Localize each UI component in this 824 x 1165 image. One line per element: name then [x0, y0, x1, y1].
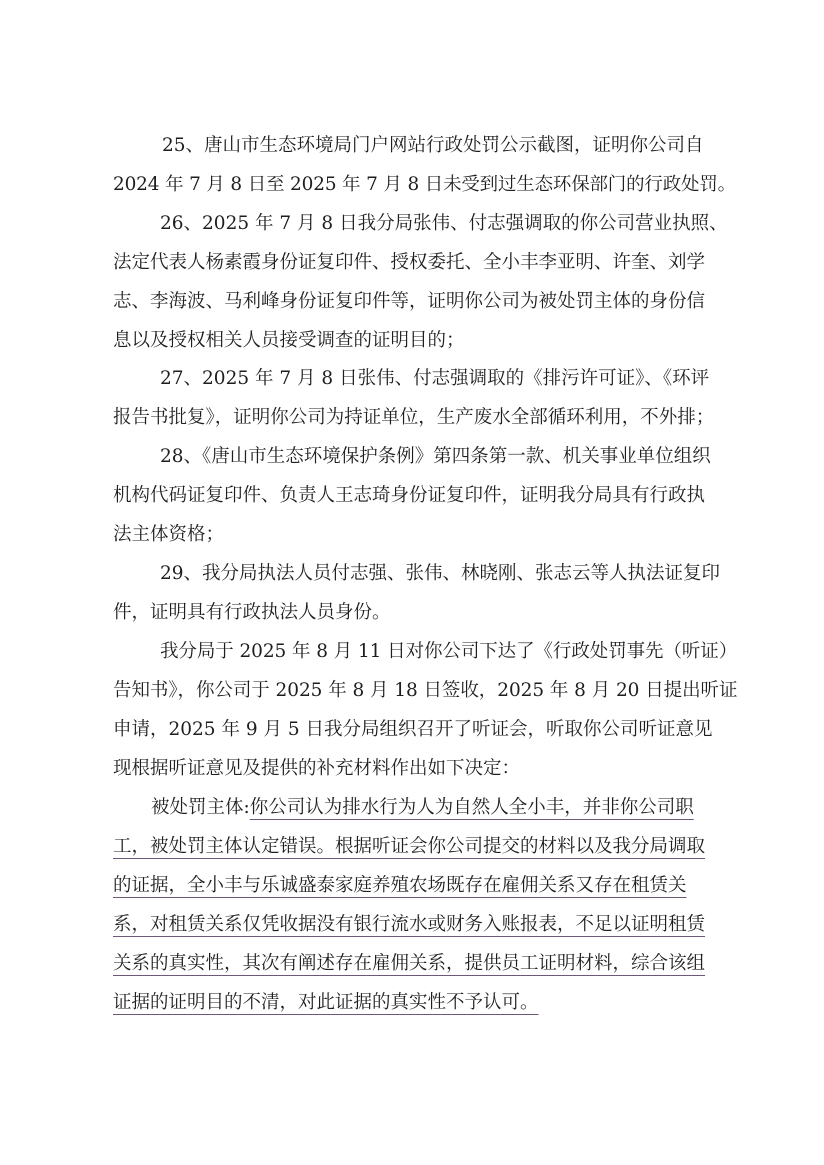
paragraph-26-line-4: 息以及授权相关人员接受调查的证明目的；: [113, 330, 465, 351]
paragraph-26-line-3: 志、李海波、马利峰身份证复印件等，证明你公司为被处罚主体的身份信: [113, 291, 706, 312]
paragraph-25-line-2: 2024 年 7 月 8 日至 2025 年 7 月 8 日未受到过生态环保部门的行政处罚。: [113, 174, 736, 195]
paragraph-28-line-2: 机构代码证复印件、负责人王志琦身份证复印件，证明我分局具有行政执: [113, 485, 706, 506]
subject-line-5: 关系的真实性，其次有阐述存在雇佣关系，提供员工证明材料，综合该组: [113, 953, 706, 974]
hearing-line-1: 我分局于 2025 年 8 月 11 日对你公司下达了《行政处罚事先（听证）: [160, 641, 738, 662]
paragraph-25-line-1: 25、唐山市生态环境局门户网站行政处罚公示截图，证明你公司自: [162, 135, 704, 156]
paragraph-27-line-2: 报告书批复》，证明你公司为持证单位，生产废水全部循环利用，不外排；: [113, 407, 715, 428]
hearing-line-2: 告知书》，你公司于 2025 年 8 月 18 日签收，2025 年 8 月 20 日提出听证: [113, 680, 738, 701]
subject-line-4: 系，对租赁关系仅凭收据没有银行流水或财务入账报表，不足以证明租赁: [113, 914, 706, 935]
subject-line-2: 工，被处罚主体认定错误。根据听证会你公司提交的材料以及我分局调取: [113, 836, 706, 857]
paragraph-29-line-2: 件，证明具有行政执法人员身份。: [113, 602, 391, 623]
hearing-line-4: 现根据听证意见及提供的补充材料作出如下决定：: [113, 758, 521, 779]
paragraph-26-line-2: 法定代表人杨素霞身份证复印件、授权委托、全小丰李亚明、许奎、刘学: [113, 252, 706, 273]
subject-text-underlined: 你公司认为排水行为人为自然人全小丰，并非你公司职: [249, 797, 694, 818]
subject-line-3: 的证据，全小丰与乐诚盛泰家庭养殖农场既存在雇佣关系又存在租赁关: [113, 875, 687, 896]
paragraph-29-line-1: 29、我分局执法人员付志强、张伟、林晓刚、张志云等人执法证复印: [160, 563, 721, 584]
subject-line-6: 证据的证明目的不清，对此证据的真实性不予认可。: [113, 992, 539, 1013]
paragraph-26-line-1: 26、2025 年 7 月 8 日我分局张伟、付志强调取的你公司营业执照、: [160, 213, 728, 234]
paragraph-28-line-1: 28、《唐山市生态环境保护条例》第四条第一款、机关事业单位组织: [160, 446, 711, 467]
subject-line-1: [151, 796, 694, 820]
subject-label: 被处罚主体:: [151, 797, 250, 818]
hearing-line-3: 申请，2025 年 9 月 5 日我分局组织召开了听证会，听取你公司听证意见: [113, 719, 713, 740]
paragraph-28-line-3: 法主体资格；: [113, 524, 225, 545]
paragraph-27-line-1: 27、2025 年 7 月 8 日张伟、付志强调取的《排污许可证》、《环评: [160, 368, 710, 389]
